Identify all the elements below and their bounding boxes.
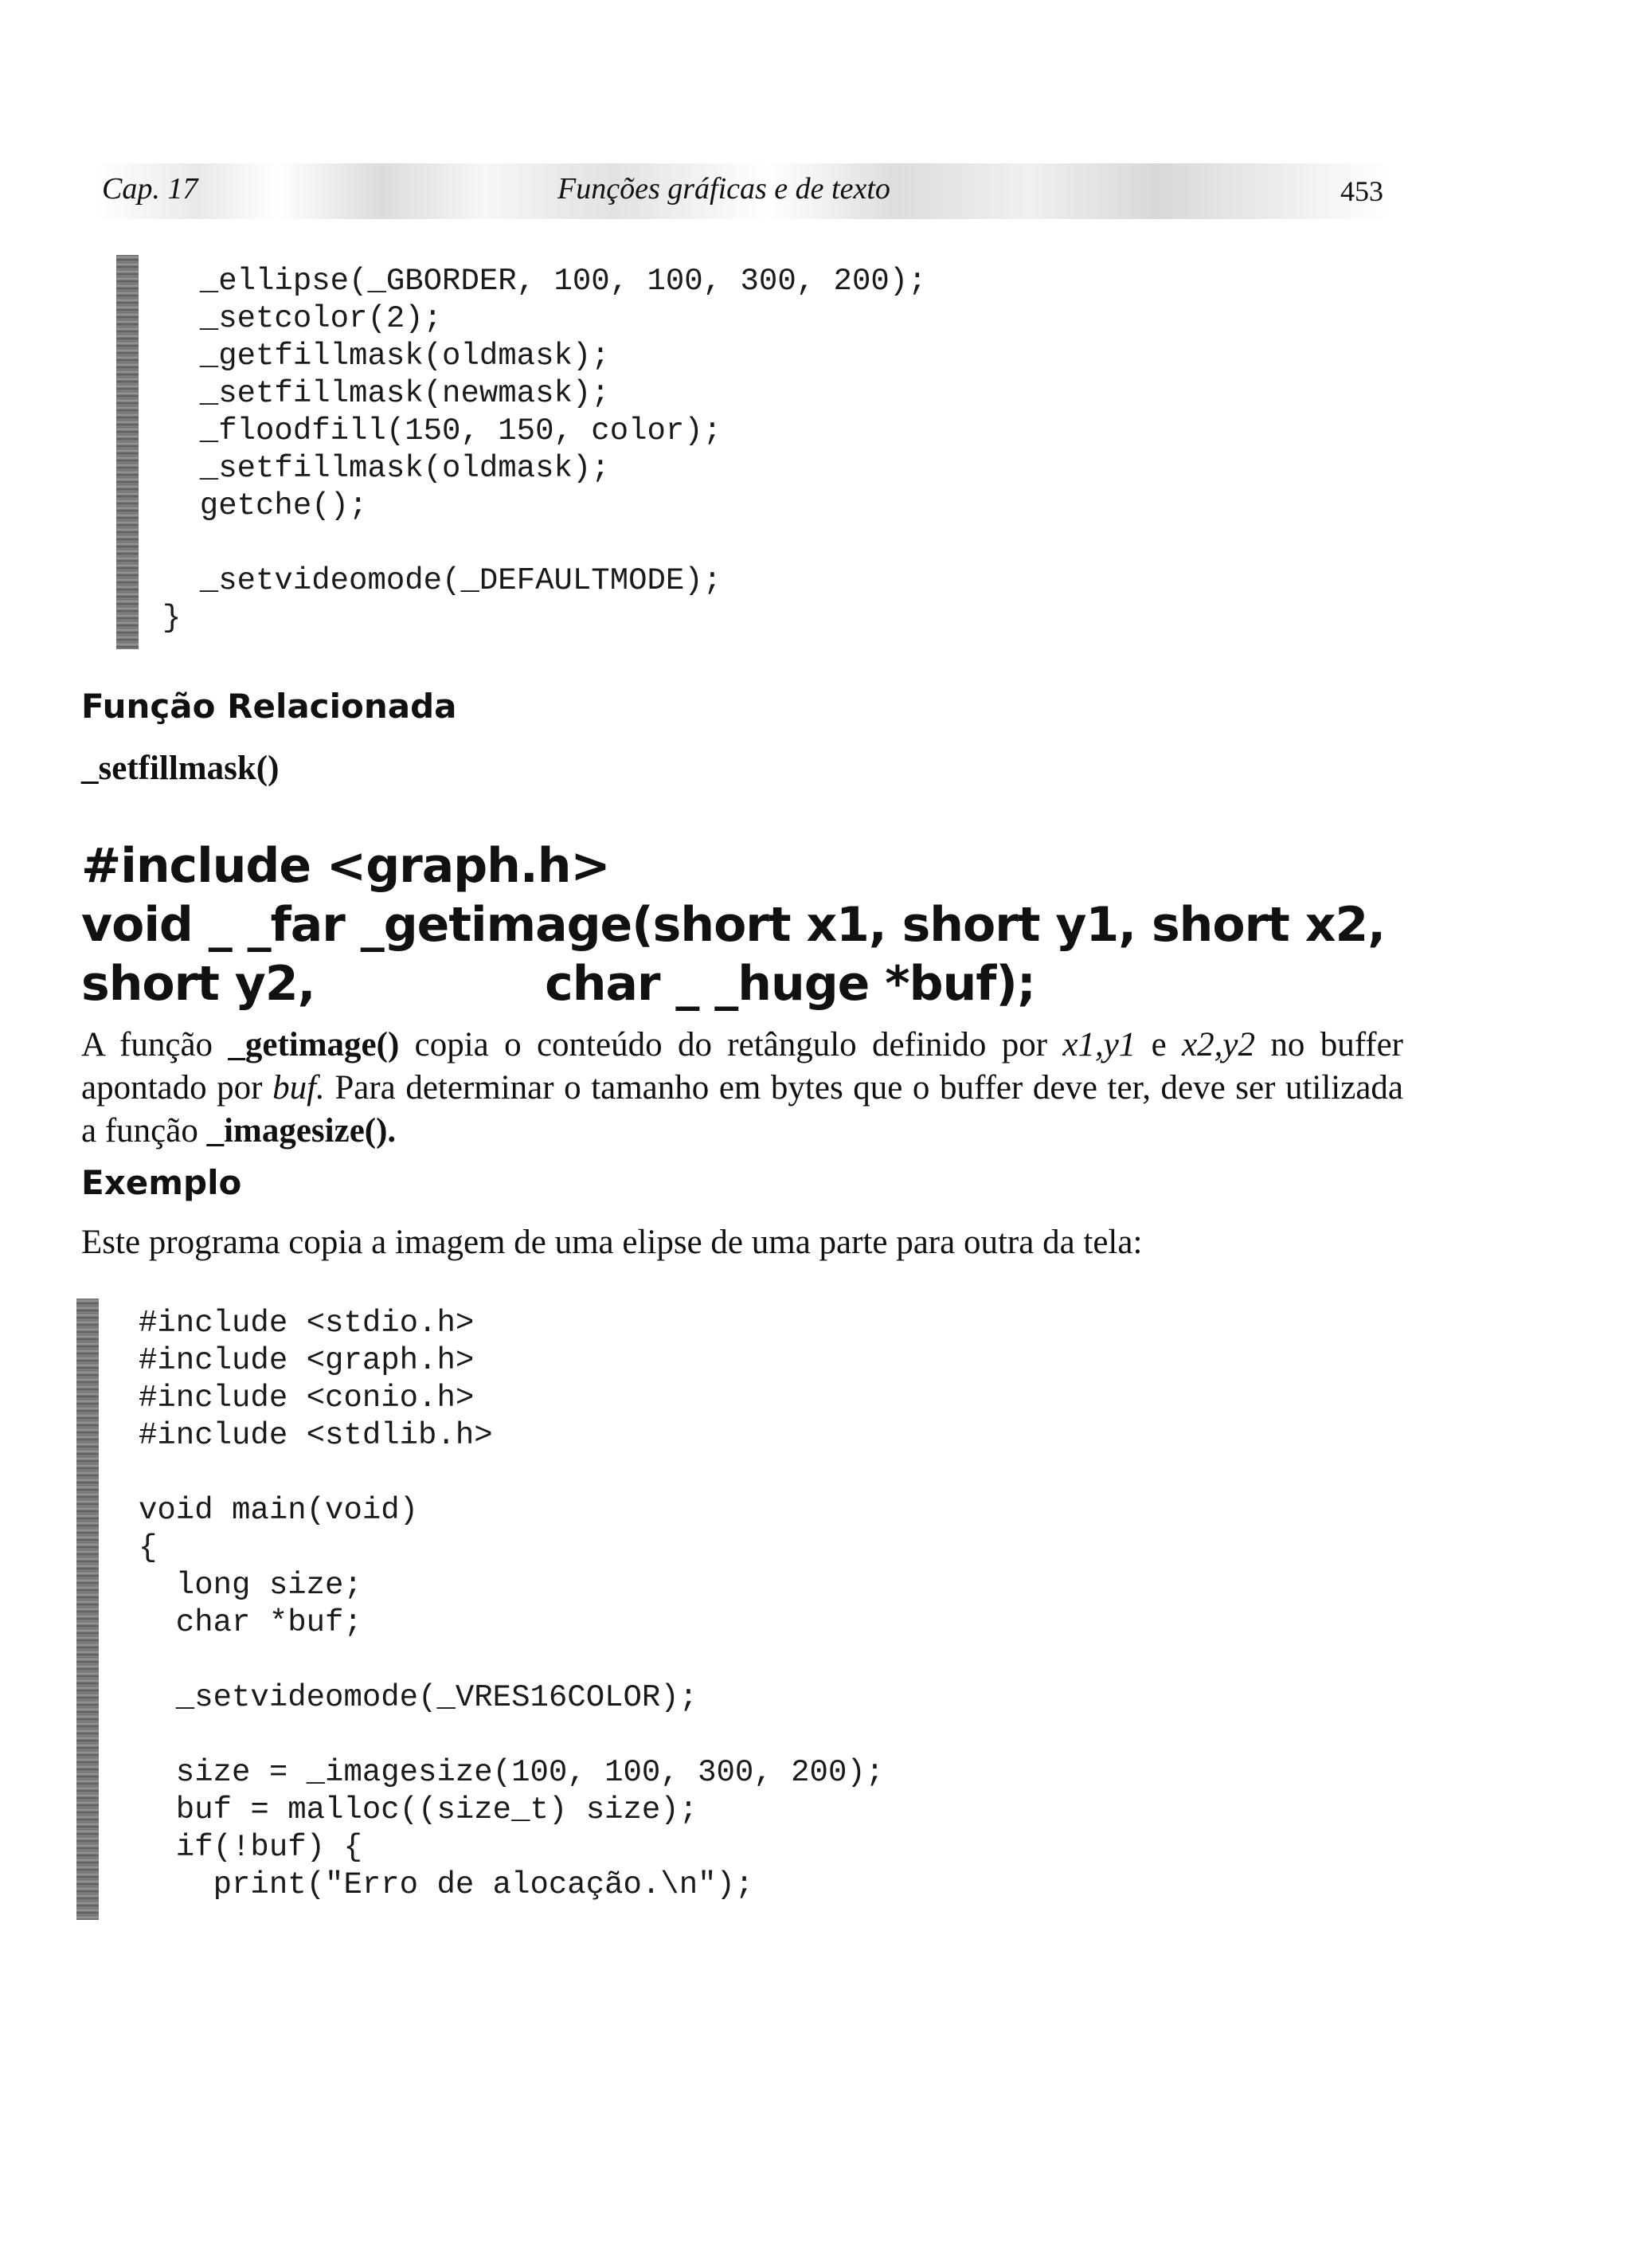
description-paragraph — [81, 1024, 1403, 1153]
code-line: _setfillmask(newmask); — [162, 376, 610, 411]
variable-ref: buf. — [272, 1069, 325, 1107]
chapter-label: Cap. 17 — [102, 172, 198, 206]
code-line: _floodfill(150, 150, color); — [162, 413, 722, 449]
code-line: _setvideomode(_VRES16COLOR); — [139, 1680, 698, 1715]
related-function-name: _setfillmask() — [81, 750, 280, 787]
code-line: _setfillmask(oldmask); — [162, 451, 610, 486]
code-line: #include <graph.h> — [139, 1343, 475, 1378]
related-function-heading: Função Relacionada — [81, 687, 457, 726]
code-line: buf = malloc((size_t) size); — [139, 1792, 698, 1827]
code-line: #include <stdlib.h> — [139, 1418, 493, 1453]
code-line: _setvideomode(_DEFAULTMODE); — [162, 563, 722, 598]
code-line — [139, 1717, 884, 1754]
function-ref: _getimage() — [228, 1026, 400, 1063]
description-text: A função — [81, 1026, 229, 1063]
code-line: _ellipse(_GBORDER, 100, 100, 300, 200); — [162, 264, 927, 299]
prototype-signature: void _ _far _getimage(short x1, short y1, short x2, short y2, — [81, 897, 1385, 1012]
prototype-signature-cont: char _ _huge *buf); — [545, 956, 1035, 1012]
code-line: void main(void) — [139, 1493, 419, 1528]
code-line: _setcolor(2); — [162, 301, 443, 336]
code-listing-2 — [139, 1305, 884, 1904]
code-line: _getfillmask(oldmask); — [162, 339, 610, 374]
example-intro: Este programa copia a imagem de uma elipse de uma parte para outra da tela: — [81, 1224, 1143, 1261]
page-number: 453 — [1340, 175, 1383, 207]
description-text: no buffer apontado por — [81, 1026, 1403, 1107]
code-line: { — [139, 1530, 158, 1565]
code-line: char *buf; — [139, 1605, 362, 1640]
prototype-include: #include <graph.h> — [81, 838, 610, 894]
code-line: long size; — [139, 1568, 362, 1603]
code-line: #include <conio.h> — [139, 1381, 475, 1416]
description-text: Para determinar o tamanho em bytes que o buffer deve ter, deve ser utilizada a função — [81, 1069, 1403, 1150]
variable-ref: x2,y2 — [1182, 1026, 1256, 1063]
code-line: getche(); — [162, 488, 368, 523]
code-line: #include <stdio.h> — [139, 1306, 475, 1341]
code-line: print("Erro de alocação.\n"); — [139, 1867, 754, 1902]
variable-ref: x1,y1 — [1062, 1026, 1136, 1063]
code-margin-bar — [76, 1299, 99, 1920]
code-listing-1 — [162, 263, 927, 637]
function-ref: _imagesize(). — [206, 1112, 397, 1150]
code-line: if(!buf) { — [139, 1830, 362, 1865]
code-line — [162, 525, 927, 562]
code-line — [139, 1642, 884, 1679]
code-line: size = _imagesize(100, 100, 300, 200); — [139, 1755, 885, 1790]
code-block-1 — [116, 255, 1311, 649]
page-header — [96, 163, 1390, 219]
code-block-2 — [76, 1299, 1351, 1920]
example-heading: Exemplo — [81, 1163, 242, 1202]
code-margin-bar — [116, 255, 139, 649]
description-text: copia o conteúdo do retângulo definido por — [399, 1026, 1063, 1063]
code-line: } — [162, 601, 182, 636]
description-text: e — [1136, 1026, 1183, 1063]
chapter-title: Funções gráficas e de texto — [557, 172, 890, 206]
code-line — [139, 1455, 884, 1492]
